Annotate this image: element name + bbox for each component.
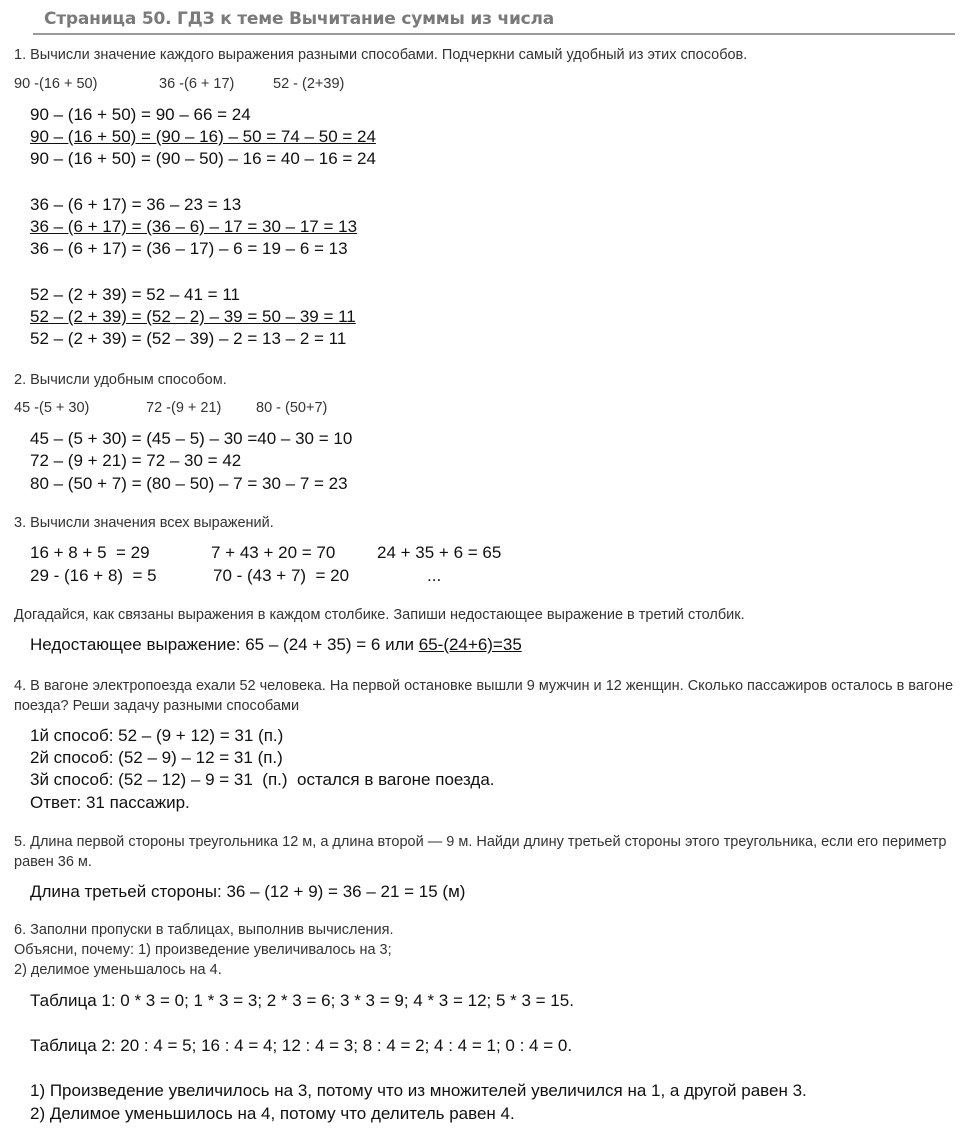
task-1-given-2: 36 -(6 + 17) [159,76,235,92]
task-3-cell: 29 - (16 + 8) = 5 [30,566,157,585]
task-6-text-line-1: 6. Заполни пропуски в таблицах, выполнив вычисления. [14,922,394,938]
task-1-given-1: 90 -(16 + 50) [14,76,98,92]
task-1-line: 36 – (6 + 17) = (36 – 17) – 6 = 19 – 6 = 13 [30,239,348,258]
task-2-line: 80 – (50 + 7) = (80 – 50) – 7 = 30 – 7 = 23 [30,474,348,493]
task-2-line: 45 – (5 + 30) = (45 – 5) – 30 =40 – 30 = 10 [30,429,353,448]
task-4-line: 3й способ: (52 – 12) – 9 = 31 (п.) остался в вагоне поезда. [30,770,495,789]
task-3-answer-prefix: Недостающее выражение: 65 – (24 + 35) = 6 или [30,635,419,654]
task-6-table-2: Таблица 2: 20 : 4 = 5; 16 : 4 = 4; 12 : 4 = 3; 8 : 4 = 2; 4 : 4 = 1; 0 : 4 = 0. [30,1036,573,1055]
task-3-text: 3. Вычисли значения всех выражений. [14,515,274,531]
task-1-line: 52 – (2 + 39) = 52 – 41 = 11 [30,285,240,304]
task-3-cell: ... [427,566,442,585]
task-6-explain-2: 2) Делимое уменьшилось на 4, потому что делитель равен 4. [30,1104,515,1123]
task-4-line: 2й способ: (52 – 9) – 12 = 31 (п.) [30,748,283,767]
page-title: Страница 50. ГДЗ к теме Вычитание суммы из числа [44,9,555,29]
task-5-text: 5. Длина первой стороны треугольника 12 м, а длина второй — 9 м. Найди длину третьей стороны этого треугольника, если его периметр равен 36 м. [14,834,947,870]
task-1-line: 36 – (6 + 17) = 36 – 23 = 13 [30,195,242,214]
task-1-line-underlined: 90 – (16 + 50) = (90 – 16) – 50 = 74 – 50 = 24 [30,127,376,146]
task-1-line: 90 – (16 + 50) = (90 – 50) – 16 = 40 – 16 = 24 [30,149,376,168]
task-6-table-1: Таблица 1: 0 * 3 = 0; 1 * 3 = 3; 2 * 3 = 6; 3 * 3 = 9; 4 * 3 = 12; 5 * 3 = 15. [30,991,574,1010]
task-6-text-line-3: 2) делимое уменьшалось на 4. [14,962,222,978]
task-1-given-3: 52 - (2+39) [273,76,345,92]
task-3-cell: 24 + 35 + 6 = 65 [377,543,502,562]
task-2-given-2: 72 -(9 + 21) [146,400,222,416]
task-6-explain-1: 1) Произведение увеличилось на 3, потому что из множителей увеличился на 1, а другой равен 3. [30,1081,807,1100]
task-3-answer-underlined: 65-(24+6)=35 [418,635,522,654]
task-2-given-1: 45 -(5 + 30) [14,400,90,416]
task-1-text: 1. Вычисли значение каждого выражения разными способами. Подчеркни самый удобный из этих способов. [14,47,748,63]
task-2-line: 72 – (9 + 21) = 72 – 30 = 42 [30,451,242,470]
task-3-cell: 70 - (43 + 7) = 20 [213,566,350,585]
task-5-answer: Длина третьей стороны: 36 – (12 + 9) = 36 – 21 = 15 (м) [30,882,466,901]
task-1-line: 52 – (2 + 39) = (52 – 39) – 2 = 13 – 2 = 11 [30,329,347,348]
task-4-line: 1й способ: 52 – (9 + 12) = 31 (п.) [30,726,284,745]
task-6-text-line-2: Объясни, почему: 1) произведение увеличивалось на 3; [14,942,392,958]
title-divider [33,33,955,35]
task-4-text: 4. В вагоне электропоезда ехали 52 человека. На первой остановке вышли 9 мужчин и 12 женщин. Сколько пассажиров осталось в вагоне поезда? Реши задачу разными способами [14,678,954,714]
task-1-line-underlined: 36 – (6 + 17) = (36 – 6) – 17 = 30 – 17 = 13 [30,217,358,236]
task-3-answer [30,634,522,657]
task-2-text: 2. Вычисли удобным способом. [14,372,227,388]
task-3-guess-text: Догадайся, как связаны выражения в каждом столбике. Запиши недостающее выражение в третий столбик. [14,607,745,623]
task-3-cell: 16 + 8 + 5 = 29 [30,543,150,562]
task-2-given-3: 80 - (50+7) [256,400,328,416]
task-1-line-underlined: 52 – (2 + 39) = (52 – 2) – 39 = 50 – 39 = 11 [30,307,356,326]
task-4-answer: Ответ: 31 пассажир. [30,793,190,812]
task-3-cell: 7 + 43 + 20 = 70 [211,543,336,562]
task-1-line: 90 – (16 + 50) = 90 – 66 = 24 [30,105,251,124]
